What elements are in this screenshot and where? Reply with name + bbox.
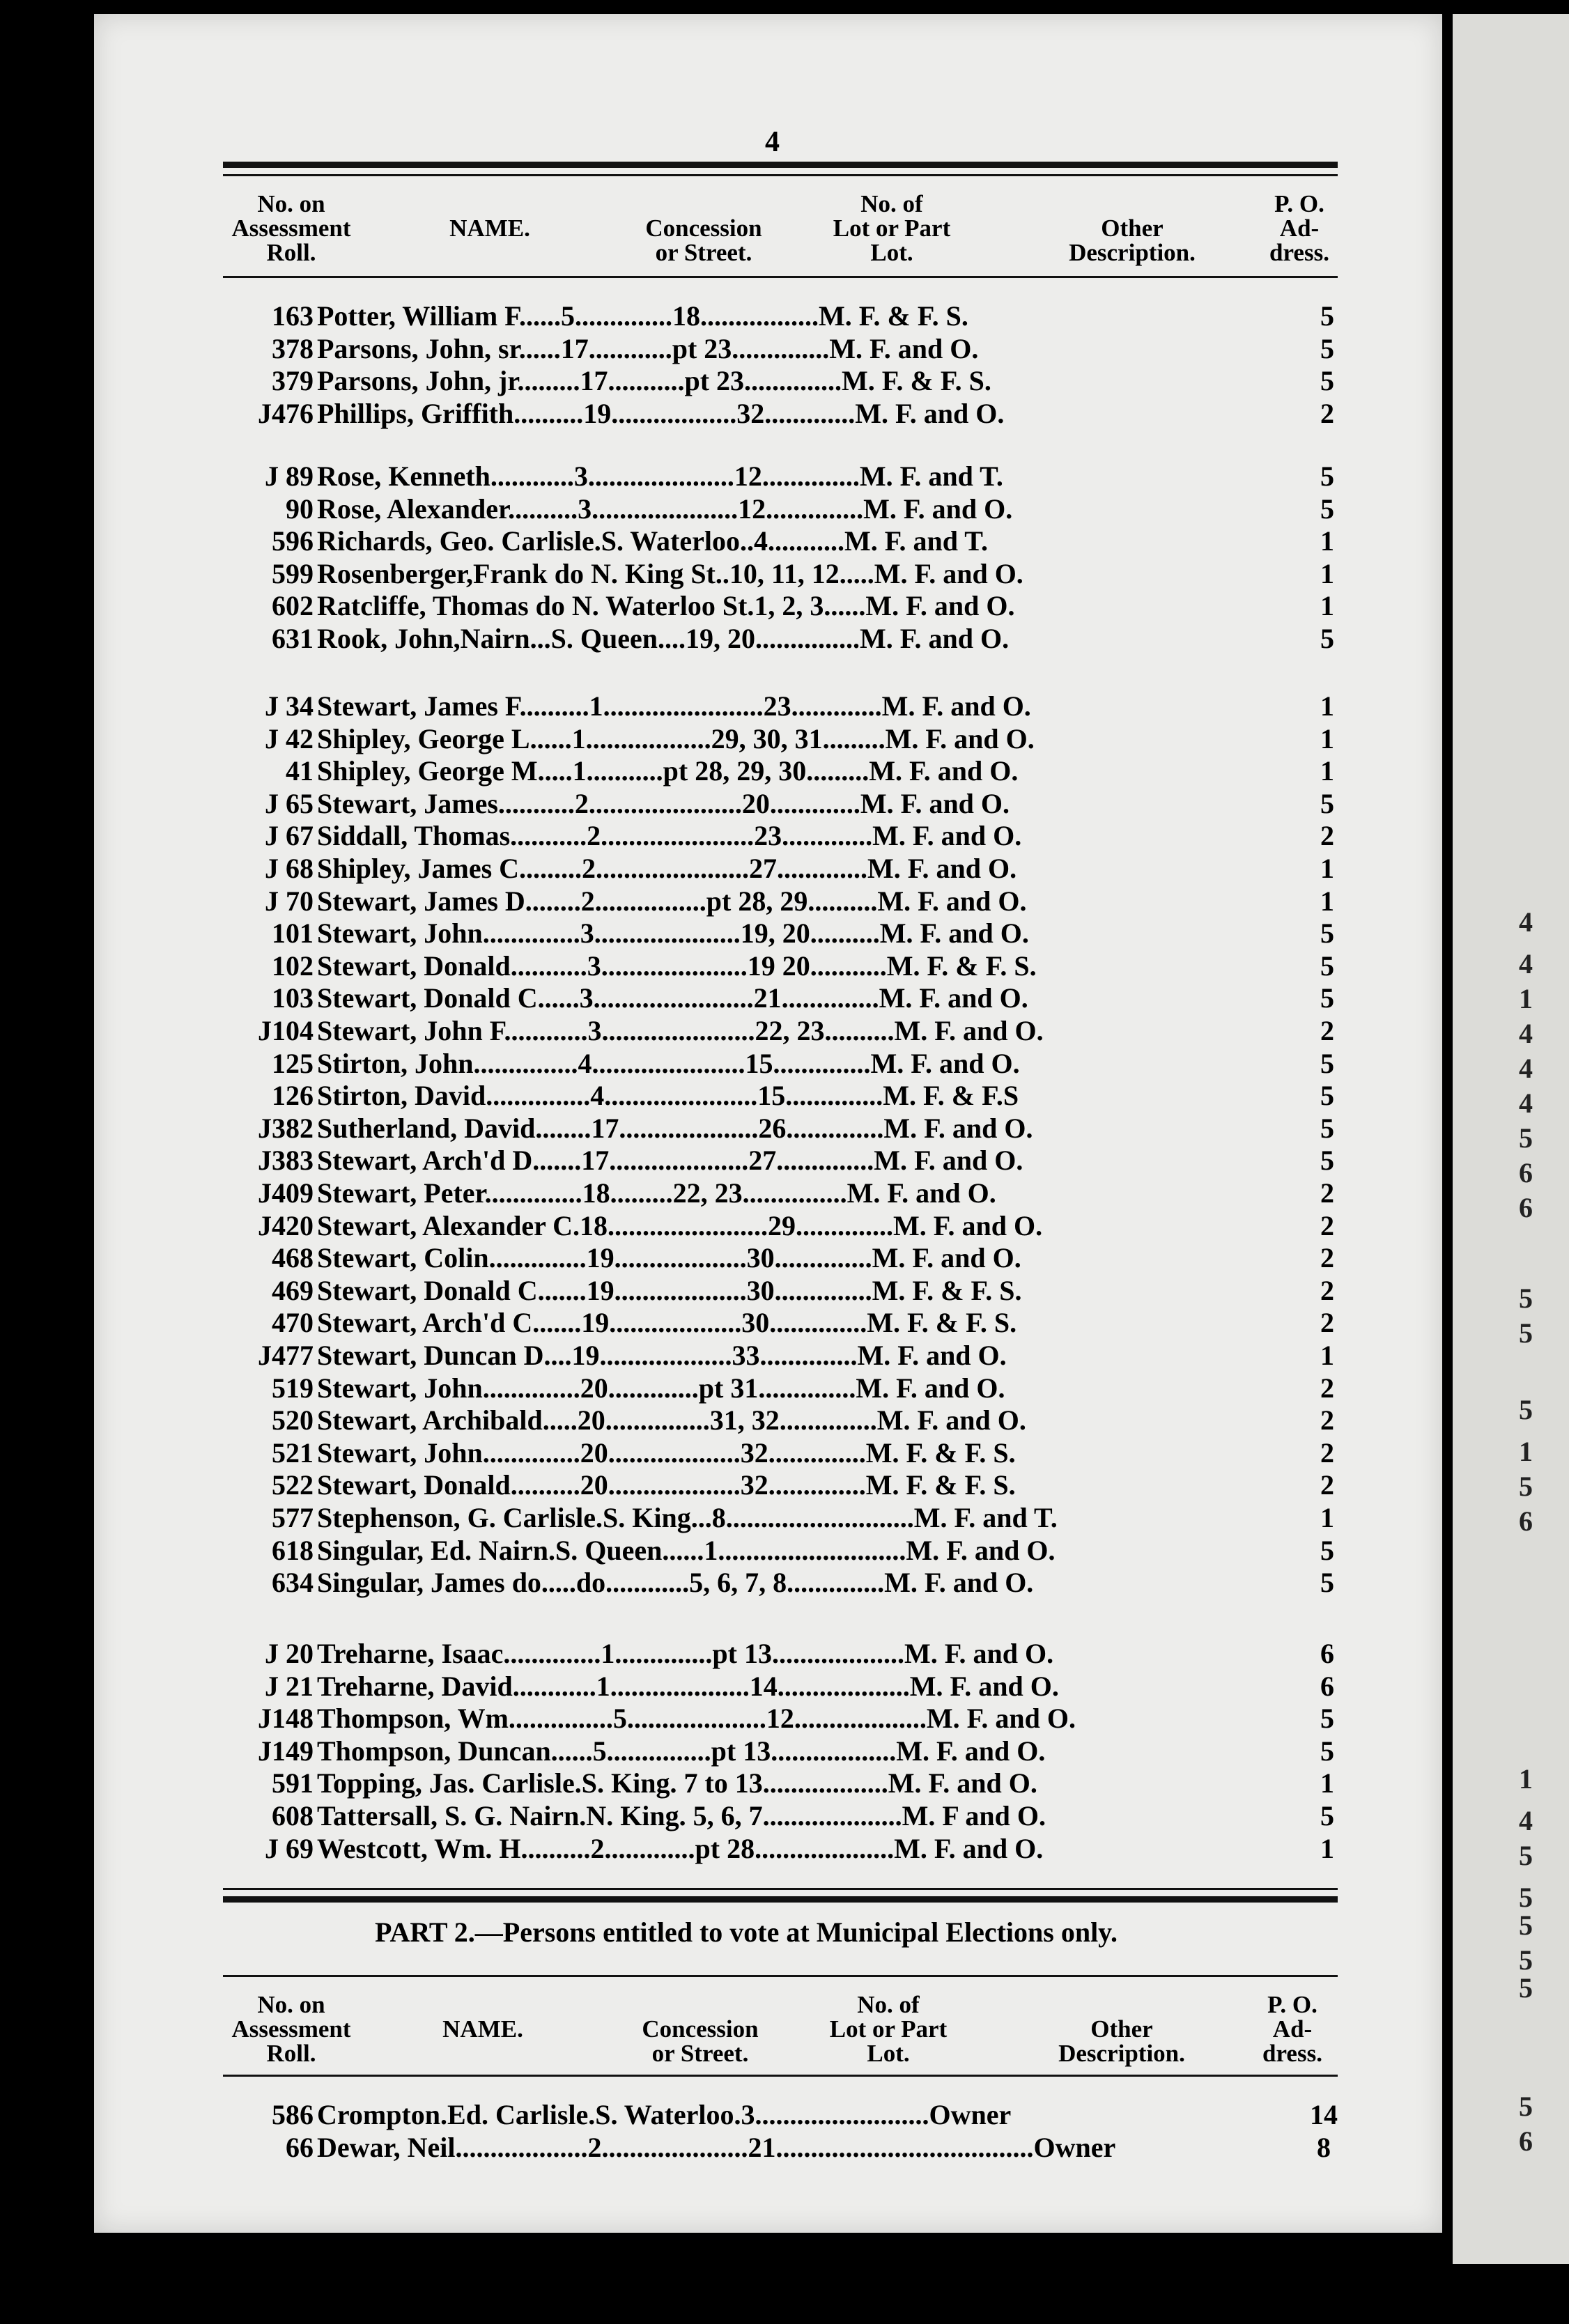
entry-text: Stewart, John..............20.............pt 31..............M. F. and O. [317, 1372, 1005, 1404]
page-number: 4 [765, 126, 780, 158]
part1-end-rule [223, 1888, 1338, 1890]
roll-number: 520 [272, 1404, 314, 1436]
entry-text: Stewart, James...........2......................20.............M. F. and O. [317, 787, 1010, 819]
entry-text: Singular, Ed. Nairn.S. Queen......1...........................M. F. and O. [317, 1534, 1056, 1566]
entry-text: Stewart, John..............20...................32..............M. F. & F. S. [317, 1436, 1016, 1469]
entry-text: Thompson, Wm...............5....................12...................M. F. and O. [317, 1703, 1076, 1735]
table-row [223, 1209, 1338, 1241]
table-row [223, 493, 1338, 525]
roll-number: 521 [272, 1436, 314, 1469]
entry-text: Stewart, Donald C......3.......................21..............M. F. and O. [317, 982, 1028, 1014]
table-row [223, 1339, 1338, 1371]
roll-number: 608 [272, 1800, 314, 1831]
po-address: 2 [1320, 397, 1334, 429]
roll-number: 90 [286, 493, 314, 525]
adjacent-page-fragment: 5 [1519, 1840, 1533, 1871]
table-row [223, 819, 1338, 851]
roll-number: 379 [272, 365, 314, 397]
po-address: 2 [1320, 1209, 1334, 1241]
po-address: 1 [1320, 690, 1334, 722]
table-row [223, 1534, 1338, 1566]
table-row [223, 1372, 1338, 1404]
roll-number: 66 [286, 2132, 314, 2163]
adjacent-page-fragment: 6 [1519, 2125, 1533, 2157]
table-row [223, 852, 1338, 884]
po-address: 5 [1320, 1800, 1334, 1831]
po-address: 5 [1320, 982, 1334, 1014]
entry-text: Phillips, Griffith..........19..................32.............M. F. and O. [317, 397, 1005, 429]
entry-text: Singular, James do.....do............5, 6, 7, 8..............M. F. and O. [317, 1567, 1034, 1599]
po-address: 5 [1320, 1735, 1334, 1767]
table-row [223, 2098, 1338, 2130]
table-row [223, 982, 1338, 1014]
table-row [223, 690, 1338, 722]
adjacent-page-fragment: 4 [1519, 1018, 1533, 1049]
roll-number: 125 [272, 1047, 314, 1079]
table-row [223, 1144, 1338, 1176]
entry-text: Sutherland, David........17....................26..............M. F. and O. [317, 1112, 1033, 1144]
entry-text: Dewar, Neil...................2.....................21.....................................Owner [317, 2132, 1116, 2163]
table-row [223, 1112, 1338, 1144]
adjacent-page-fragment: 1 [1519, 1436, 1533, 1467]
po-address: 5 [1320, 787, 1334, 819]
po-address: 2 [1320, 820, 1334, 852]
entry-text: Stewart, Arch'd C.......19...................30..............M. F. & F. S. [317, 1307, 1017, 1339]
roll-number: 602 [272, 590, 314, 622]
roll-number: J476 [258, 397, 314, 429]
roll-number: 103 [272, 982, 314, 1014]
roll-number: J 65 [265, 787, 314, 819]
po-address: 1 [1320, 590, 1334, 622]
header-lot: No. of Lot or Part Lot. [833, 190, 951, 266]
table-row [223, 1637, 1338, 1669]
table-row [223, 525, 1338, 557]
po-address: 6 [1320, 1670, 1334, 1702]
header2-concession: Concession or Street. [642, 2015, 759, 2067]
entry-text: Rose, Alexander..........3.....................12..............M. F. and O. [317, 493, 1013, 525]
header-po-address: P. O. Ad- dress. [1269, 190, 1329, 266]
po-address: 5 [1320, 332, 1334, 364]
po-address: 1 [1320, 525, 1334, 557]
part2-header-rule-top [223, 1975, 1338, 1977]
table-row [223, 885, 1338, 917]
adjacent-page-fragment: 4 [1519, 1805, 1533, 1836]
adjacent-page-fragment: 5 [1519, 1394, 1533, 1425]
po-address: 2 [1320, 1469, 1334, 1501]
entry-text: Treharne, Isaac..............1..............pt 13...................M. F. and O. [317, 1638, 1054, 1669]
roll-number: 596 [272, 525, 314, 557]
entry-text: Richards, Geo. Carlisle.S. Waterloo..4...........M. F. and T. [317, 525, 988, 557]
table-row [223, 787, 1338, 819]
header2-lot: No. of Lot or Part Lot. [829, 1991, 948, 2067]
po-address: 5 [1320, 460, 1334, 492]
adjacent-page-fragment: 5 [1519, 1317, 1533, 1349]
po-address: 5 [1320, 1534, 1334, 1566]
table-row [223, 364, 1338, 396]
roll-number: J 69 [265, 1832, 314, 1864]
roll-number: 586 [272, 2099, 314, 2130]
adjacent-page-fragment: 5 [1519, 2091, 1533, 2122]
entry-text: Stewart, Colin..............19...................30..............M. F. and O. [317, 1242, 1021, 1274]
po-address: 5 [1320, 1567, 1334, 1599]
header2-no-on-roll: No. on Assessment Roll. [231, 1991, 351, 2067]
po-address: 1 [1320, 885, 1334, 917]
entry-text: Stewart, James D........2................pt 28, 29..........M. F. and O. [317, 885, 1027, 917]
table-row [223, 1436, 1338, 1469]
table-row [223, 1306, 1338, 1338]
po-address: 2 [1320, 1436, 1334, 1469]
roll-number: 618 [272, 1534, 314, 1566]
part2-header-rule-bottom [223, 2075, 1338, 2077]
po-address: 2 [1320, 1404, 1334, 1436]
header-concession: Concession or Street. [645, 215, 762, 266]
entry-text: Topping, Jas. Carlisle.S. King. 7 to 13..................M. F. and O. [317, 1767, 1037, 1799]
po-address: 1 [1320, 1832, 1334, 1864]
table-row [223, 754, 1338, 787]
header2-po-address: P. O. Ad- dress. [1262, 1991, 1322, 2067]
table-row [223, 1702, 1338, 1734]
table-row [223, 622, 1338, 654]
po-address: 2 [1320, 1177, 1334, 1209]
table-row [223, 1079, 1338, 1111]
entry-text: Rose, Kenneth............3.....................12..............M. F. and T. [317, 460, 1003, 492]
po-address: 1 [1320, 1767, 1334, 1799]
top-rule-thin [223, 174, 1338, 176]
part2-title: PART 2.—Persons entitled to vote at Municipal Elections only. [375, 1916, 1118, 1948]
table-row [223, 2131, 1338, 2163]
entry-text: Shipley, James C.........2......................27.............M. F. and O. [317, 853, 1017, 884]
adjacent-page-fragment: 5 [1519, 1471, 1533, 1502]
adjacent-page-fragment: 6 [1519, 1505, 1533, 1537]
entry-text: Stewart, Arch'd D.......17....................27..............M. F. and O. [317, 1145, 1023, 1177]
roll-number: J149 [258, 1735, 314, 1767]
roll-number: J 42 [265, 722, 314, 754]
po-address: 2 [1320, 1307, 1334, 1339]
table-row [223, 1832, 1338, 1864]
po-address: 1 [1320, 755, 1334, 787]
po-address: 5 [1320, 493, 1334, 525]
entry-text: Stewart, Duncan D....19...................33..............M. F. and O. [317, 1340, 1007, 1371]
po-address: 1 [1320, 1502, 1334, 1533]
adjacent-page-fragment: 1 [1519, 983, 1533, 1014]
roll-number: 631 [272, 623, 314, 654]
adjacent-page-fragment: 4 [1519, 1053, 1533, 1084]
po-address: 5 [1320, 1703, 1334, 1735]
roll-number: J 70 [265, 885, 314, 917]
roll-number: 599 [272, 557, 314, 589]
roll-number: J 67 [265, 820, 314, 852]
table-row [223, 722, 1338, 754]
entry-text: Stewart, John F............3......................22, 23..........M. F. and O. [317, 1015, 1044, 1046]
table-row [223, 332, 1338, 364]
po-address: 5 [1320, 365, 1334, 397]
table-row [223, 1501, 1338, 1533]
table-row [223, 1047, 1338, 1079]
table-row [223, 1014, 1338, 1046]
adjacent-page-fragment: 1 [1519, 1763, 1533, 1795]
po-address: 5 [1320, 1080, 1334, 1112]
po-address: 6 [1320, 1638, 1334, 1669]
po-address: 5 [1320, 1112, 1334, 1144]
entry-text: Rosenberger,Frank do N. King St..10, 11, 12.....M. F. and O. [317, 557, 1023, 589]
entry-text: Stewart, Donald...........3.....................19 20...........M. F. & F. S. [317, 950, 1037, 982]
roll-number: 468 [272, 1242, 314, 1274]
table-row [223, 950, 1338, 982]
roll-number: 378 [272, 332, 314, 364]
roll-number: 522 [272, 1469, 314, 1501]
roll-number: 101 [272, 917, 314, 950]
entry-text: Stewart, James F..........1.......................23.............M. F. and O. [317, 690, 1031, 722]
table-row [223, 1670, 1338, 1702]
header-no-on-roll: No. on Assessment Roll. [231, 190, 351, 266]
po-address: 1 [1320, 853, 1334, 884]
entry-text: Potter, William F......5..............18.................M. F. & F. S. [317, 300, 968, 332]
entry-text: Rook, John,Nairn...S. Queen....19, 20...............M. F. and O. [317, 623, 1010, 654]
table-row [223, 1767, 1338, 1799]
po-address: 2 [1320, 1372, 1334, 1404]
entry-text: Siddall, Thomas...........2......................23.............M. F. and O. [317, 820, 1022, 852]
entry-text: Thompson, Duncan......5...............pt 13..................M. F. and O. [317, 1735, 1046, 1767]
entry-text: Ratcliffe, Thomas do N. Waterloo St.1, 2, 3......M. F. and O. [317, 590, 1015, 622]
po-address: 1 [1320, 557, 1334, 589]
header-other-description: Other Description. [1069, 215, 1196, 266]
adjacent-page-fragment: 5 [1519, 1909, 1533, 1941]
roll-number: 519 [272, 1372, 314, 1404]
roll-number: J 34 [265, 690, 314, 722]
po-address: 5 [1320, 623, 1334, 654]
roll-number: J 21 [265, 1670, 314, 1702]
top-rule [223, 162, 1338, 168]
roll-number: 469 [272, 1274, 314, 1306]
roll-number: J 89 [265, 460, 314, 492]
table-row [223, 1274, 1338, 1306]
header2-other-description: Other Description. [1058, 2015, 1185, 2067]
entry-text: Stirton, David...............4......................15..............M. F. & F.S [317, 1080, 1019, 1112]
table-row [223, 1469, 1338, 1501]
entry-text: Crompton.Ed. Carlisle.S. Waterloo.3.........................Owner [317, 2099, 1012, 2130]
roll-number: J 20 [265, 1638, 314, 1669]
adjacent-page-fragment: 6 [1519, 1192, 1533, 1223]
roll-number: 41 [286, 755, 314, 787]
po-address: 5 [1320, 917, 1334, 950]
table-row [223, 1799, 1338, 1831]
table-row [223, 1177, 1338, 1209]
header-name: NAME. [449, 215, 530, 242]
roll-number: J382 [258, 1112, 314, 1144]
adjacent-page-fragment: 6 [1519, 1157, 1533, 1188]
table-row [223, 557, 1338, 589]
entry-text: Shipley, George M.....1...........pt 28, 29, 30.........M. F. and O. [317, 755, 1019, 787]
entry-text: Treharne, David............1....................14...................M. F. and O. [317, 1670, 1059, 1702]
roll-number: J 68 [265, 853, 314, 884]
table-row [223, 1735, 1338, 1767]
entry-text: Shipley, George L......1..................29, 30, 31.........M. F. and O. [317, 722, 1035, 754]
adjacent-page-fragment: 5 [1519, 1283, 1533, 1314]
table-row [223, 917, 1338, 949]
roll-number: J420 [258, 1209, 314, 1241]
table-row [223, 460, 1338, 492]
adjacent-page-fragment: 5 [1519, 1972, 1533, 2004]
entry-text: Stirton, John...............4......................15..............M. F. and O. [317, 1047, 1020, 1079]
adjacent-page-fragment: 4 [1519, 948, 1533, 979]
entry-text: Westcott, Wm. H..........2.............pt 28....................M. F. and O. [317, 1832, 1044, 1864]
header2-name: NAME. [442, 2015, 523, 2043]
entry-text: Stewart, John..............3.....................19, 20..........M. F. and O. [317, 917, 1029, 950]
table-row [223, 1404, 1338, 1436]
adjacent-page-fragment: 5 [1519, 1882, 1533, 1913]
entry-text: Parsons, John, sr......17............pt 23..............M. F. and O. [317, 332, 979, 364]
entry-text: Stewart, Donald C.......19...................30..............M. F. & F. S. [317, 1274, 1022, 1306]
po-address: 5 [1320, 950, 1334, 982]
entry-text: Tattersall, S. G. Nairn.N. King. 5, 6, 7....................M. F and O. [317, 1800, 1046, 1831]
po-address: 2 [1320, 1242, 1334, 1274]
po-address: 2 [1320, 1274, 1334, 1306]
entry-text: Stewart, Peter..............18.........22, 23...............M. F. and O. [317, 1177, 996, 1209]
roll-number: 634 [272, 1567, 314, 1599]
roll-number: 126 [272, 1080, 314, 1112]
po-address: 1 [1320, 1340, 1334, 1371]
po-address: 14 [1310, 2099, 1338, 2130]
entry-text: Stewart, Archibald.....20...............31, 32..............M. F. and O. [317, 1404, 1026, 1436]
roll-number: 470 [272, 1307, 314, 1339]
adjacent-page-fragment: 4 [1519, 1087, 1533, 1119]
adjacent-page-fragment: 5 [1519, 1944, 1533, 1976]
table-row [223, 1241, 1338, 1273]
roll-number: J148 [258, 1703, 314, 1735]
table-row [223, 589, 1338, 621]
po-address: 2 [1320, 1015, 1334, 1046]
part1-end-rule-thick [223, 1896, 1338, 1903]
table-row [223, 1566, 1338, 1598]
roll-number: 102 [272, 950, 314, 982]
po-address: 5 [1320, 1047, 1334, 1079]
roll-number: J383 [258, 1145, 314, 1177]
roll-number: 163 [272, 300, 314, 332]
roll-number: 591 [272, 1767, 314, 1799]
roll-number: J409 [258, 1177, 314, 1209]
po-address: 5 [1320, 300, 1334, 332]
po-address: 5 [1320, 1145, 1334, 1177]
roll-number: J104 [258, 1015, 314, 1046]
po-address: 1 [1320, 722, 1334, 754]
entry-text: Parsons, John, jr.........17...........pt 23..............M. F. & F. S. [317, 365, 991, 397]
entry-text: Stewart, Donald..........20...................32..............M. F. & F. S. [317, 1469, 1016, 1501]
table-row [223, 397, 1338, 429]
entry-text: Stewart, Alexander C.18.......................29..............M. F. and O. [317, 1209, 1043, 1241]
adjacent-page-fragment: 5 [1519, 1122, 1533, 1154]
roll-number: 577 [272, 1502, 314, 1533]
table-row [223, 300, 1338, 332]
roll-number: J477 [258, 1340, 314, 1371]
entry-text: Stephenson, G. Carlisle.S. King...8...........................M. F. and T. [317, 1502, 1058, 1533]
adjacent-page-fragment: 4 [1519, 906, 1533, 938]
po-address: 8 [1317, 2132, 1331, 2163]
header-rule [223, 276, 1338, 278]
